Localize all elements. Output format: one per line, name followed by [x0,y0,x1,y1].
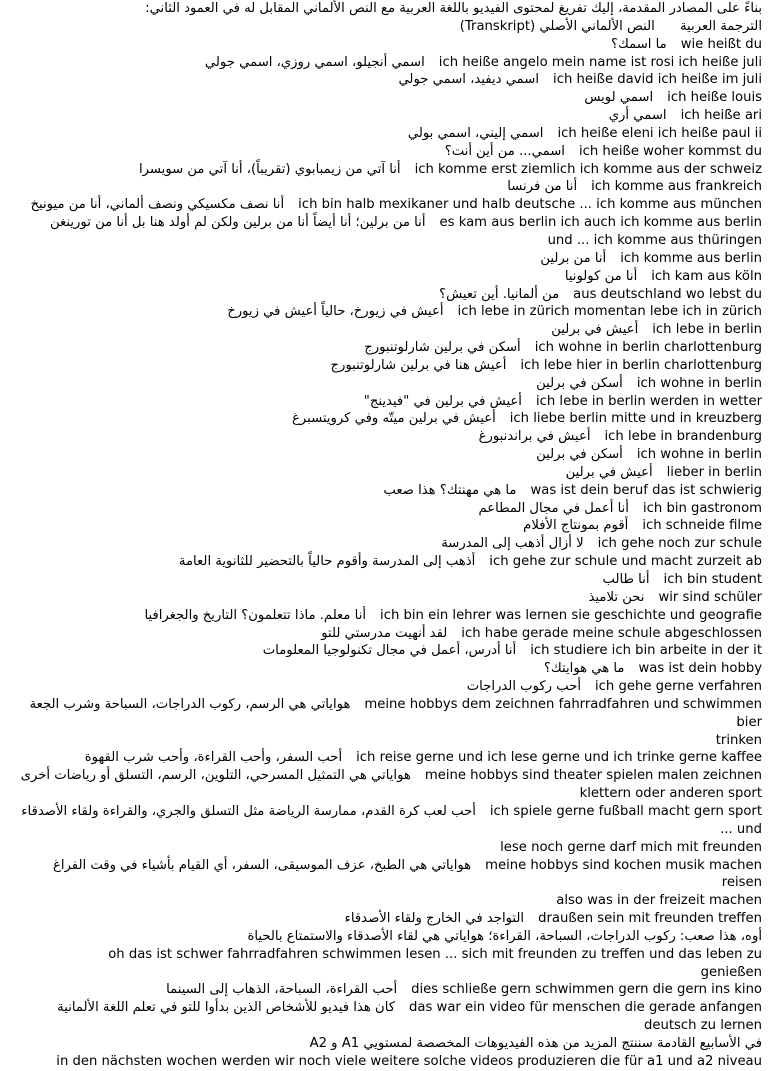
arabic-text: اسمي أري [608,108,667,124]
german-text: ich bin student [663,572,762,587]
transcript-line [10,517,762,535]
german-text: ich habe gerade meine schule abgeschlossen [461,625,762,641]
transcript-line [10,500,762,518]
transcript-line [10,89,762,107]
arabic-text: أحب ركوب الدراجات [466,679,582,695]
transcript-line [10,1035,762,1053]
transcript-line [10,660,762,678]
german-text: also was in der freizeit machen [556,893,762,909]
arabic-text: أعيش في برلين ميتّه وفي كرويتسبرغ [291,411,496,427]
transcript-line [10,928,762,946]
german-text: ich wohne in berlin [636,447,762,463]
german-text: deutsch zu lernen [644,1018,762,1034]
transcript-line [10,553,762,571]
transcript-line [10,357,762,375]
transcript-line [10,214,762,232]
german-text: dies schließe gern schwimmen gern die gern ins kino [411,982,762,998]
arabic-text: أعيش هنا في برلين شارلوتنبورج [330,357,507,373]
arabic-text: لقد أنهيت مدرستي للتو [321,625,448,641]
arabic-text: لا أزال أذهب إلى المدرسة [441,536,584,552]
transcript-line [10,732,762,750]
arabic-text: أحب لعب كرة القدم، ممارسة الرياضة مثل التسلق والجري، والقراءة ولقاء الأصدقاء [21,803,476,819]
german-text: ich lebe in brandenburg [604,429,762,445]
transcript-line [10,161,762,179]
transcript-line [10,196,762,214]
arabic-text: أنا أدرس، أعمل في مجال تكنولوجيا المعلومات [262,643,517,659]
arabic-text: أنا نصف مكسيكي ونصف ألماني، أنا من ميونيخ [30,197,285,213]
german-text: wie heißt du [680,36,762,52]
transcript-line [10,946,762,964]
german-text: in den nächsten wochen werden wir noch viele weitere solche videos produzieren die für a1 und a2 niveau [56,1053,762,1069]
transcript-document [10,0,767,1071]
arabic-text: أحب القراءة، السباحة، الذهاب إلى السينما [166,982,398,998]
arabic-text: هواياتي هي الطبخ، عزف الموسيقى، السفر، أي القيام بأشياء في وقت الفراغ [52,857,472,873]
transcript-line [10,910,762,928]
arabic-text: نحن تلاميذ [588,589,645,605]
german-text: ich heiße eleni ich heiße paul ii [557,125,762,141]
arabic-text: اسمي... من أين أنت؟ [444,143,565,159]
arabic-text: أسكن في برلين [536,375,623,391]
arabic-text: أنا معلم. ماذا تتعلمون؟ التاريخ والجغرافيا [144,607,367,623]
german-text: ich studiere ich bin arbeite in der it [530,643,762,659]
german-text: ich gehe gerne verfahren [595,679,762,695]
arabic-text: أنا من كولونيا [564,268,638,284]
transcript-line [10,857,767,893]
transcript-line [10,1017,762,1035]
german-text: ich lebe in berlin [652,322,762,338]
german-text: ich liebe berlin mitte und in kreuzberg [509,411,762,427]
arabic-text: ما اسمك؟ [610,36,667,52]
german-text: aus deutschland wo lebst du [573,286,762,302]
arabic-text: الترجمة العربية النص الألماني الأصلي (Transkript) [459,18,762,34]
arabic-text: هواياتي هي التمثيل المسرحي، التلوين، الرسم، التسلق أو رياضات أخرى [20,768,411,784]
arabic-text: أعيش في برلين [551,322,639,338]
transcript-line [10,964,762,982]
arabic-text: اسمي لويس [584,90,654,106]
transcript-line [10,678,762,696]
arabic-text: أنا من برلين؛ أنا أيضاً أنا من برلين ولكن لم أولد هنا بل أنا من تورينغن [49,215,426,231]
german-text: oh das ist schwer fahrradfahren schwimmen lesen ... sich mit freunden zu treffen und das leben zu [108,946,762,962]
transcript-line [10,981,762,999]
german-text: meine hobbys sind theater spielen malen zeichnen [424,768,762,784]
german-text: ich bin halb mexikaner und halb deutsche ... ich komme aus münchen [298,197,762,213]
arabic-text: كان هذا فيديو للأشخاص الذين بدأوا للتو في تعلم اللغة الألمانية [57,1000,396,1016]
german-text: ich komme aus berlin [620,250,762,266]
arabic-text: في الأسابيع القادمة سننتج المزيد من هذه الفيديوهات المخصصة لمستويي A1 و A2 [309,1035,762,1051]
transcript-line [10,571,762,589]
transcript-line [10,535,762,553]
arabic-text: أسكن في برلين [536,447,623,463]
transcript-line [10,410,762,428]
german-text: ich lebe in zürich momentan lebe ich in zürich [457,304,762,320]
transcript-line [10,143,762,161]
transcript-line [10,18,762,36]
transcript-line [10,892,762,910]
transcript-line [10,625,762,643]
arabic-text: أحب السفر، وأحب القراءة، وأحب شرب القهوة [84,750,343,766]
german-text: was ist dein beruf das ist schwierig [530,482,762,498]
arabic-text: أنا آتي من زيمبابوي (تقريباً)، أنا آتي من سويسرا [138,161,401,177]
german-text: ich heiße ari [680,108,762,124]
transcript-line [10,464,762,482]
arabic-text: أسكن في برلين شارلوتنبورج [364,340,521,356]
arabic-text: أعيش في برلين [565,464,653,480]
arabic-text: أنا طالب [602,572,650,587]
german-text: meine hobbys sind kochen musik machen reisen [485,857,767,891]
arabic-text: ما هي هوايتك؟ [543,661,625,677]
arabic-text: التواجد في الخارج ولقاء الأصدقاء [344,911,525,927]
german-text: ich lebe hier in berlin charlottenburg [520,357,762,373]
arabic-text: أعيش في براندنبورغ [478,429,591,445]
transcript-line [10,1053,762,1071]
transcript-line [10,250,762,268]
arabic-text: أعيش في زيورخ، حالياً أعيش في زيورخ [227,304,444,320]
arabic-text: أوه، هذا صعب: ركوب الدراجات، السباحة، القراءة؛ هواياتي هي لقاء الأصدقاء والاستمتاع بالحياة [247,928,762,944]
transcript-line [10,999,762,1017]
german-text: ich komme erst ziemlich ich komme aus der schweiz [414,161,762,177]
transcript-line [10,321,762,339]
transcript-line [10,749,762,767]
transcript-line [10,54,762,72]
arabic-text: هواياتي هي الرسم، ركوب الدراجات، السباحة وشرب الجعة [29,696,351,712]
transcript-line [10,446,762,464]
transcript-line [10,339,762,357]
transcript-line [10,393,762,411]
german-text: ich spiele gerne fußball macht gern sport ... und [489,803,767,837]
arabic-text: أقوم بمونتاج الأفلام [523,518,629,534]
transcript-line [10,428,762,446]
german-text: lieber in berlin [666,464,762,480]
arabic-text: بناءً على المصادر المقدمة، إليك تفريغ لمحتوى الفيديو باللغة العربية مع النص الألماني المقابل له في العمود الثاني: [145,1,762,16]
transcript-line [10,232,762,250]
german-text: trinken [715,732,762,748]
german-text: genießen [700,964,762,980]
arabic-text: أنا من برلين [540,250,607,266]
german-text: wir sind schüler [658,589,762,605]
german-text: ich wohne in berlin charlottenburg [534,340,762,356]
arabic-text: ما هي مهنتك؟ هذا صعب [383,482,517,498]
german-text: was ist dein hobby [638,661,762,677]
german-text: ich reise gerne und ich lese gerne und ich trinke gerne kaffee [356,750,762,766]
transcript-line [10,286,762,304]
transcript-line [10,767,762,785]
transcript-line [10,696,767,732]
arabic-text: أذهب إلى المدرسة وأقوم حالياً بالتحضير للثانوية العامة [178,554,476,570]
arabic-text: اسمي ديفيد، اسمي جولي [398,72,540,88]
arabic-text: أنا من فرنسا [507,179,578,195]
german-text: ich heiße david ich heiße im juli [553,72,762,88]
german-text: ich gehe noch zur schule [597,536,762,552]
german-text: und ... ich komme aus thüringen [547,232,762,248]
german-text: klettern oder anderen sport [579,786,762,802]
arabic-text: أنا أعمل في مجال المطاعم [478,500,629,516]
transcript-line [10,607,762,625]
german-text: draußen sein mit freunden treffen [538,911,762,927]
german-text: ich wohne in berlin [636,375,762,391]
transcript-line [10,268,762,286]
transcript-line [10,125,762,143]
german-text: es kam aus berlin ich auch ich komme aus berlin [439,215,762,231]
transcript-line [10,0,762,18]
german-text: ich bin ein lehrer was lernen sie geschichte und geografie [380,607,762,623]
transcript-line [10,482,762,500]
german-text: ich lebe in berlin werden in wetter [535,393,762,409]
arabic-text: اسمي أنجيلو، اسمي روزي، اسمي جولي [204,54,425,70]
german-text: das war ein video für menschen die gerade anfangen [409,1000,762,1016]
german-text: ich bin gastronom [642,500,762,516]
transcript-line [10,178,762,196]
transcript-line [10,107,762,125]
arabic-text: اسمي إليني، اسمي بولي [407,125,544,141]
transcript-line [10,36,762,54]
german-text: ich heiße woher kommst du [578,143,762,159]
arabic-text: أعيش في برلين في "فيدينج" [363,393,522,409]
german-text: ich heiße louis [667,90,762,106]
transcript-line [10,71,762,89]
german-text: ich schneide filme [642,518,762,534]
transcript-line [10,303,762,321]
german-text: lese noch gerne darf mich mit freunden [500,839,762,855]
transcript-line [10,785,762,803]
german-text: ich komme aus frankreich [591,179,762,195]
transcript-line [10,839,762,857]
transcript-line [10,803,767,839]
german-text: ich heiße angelo mein name ist rosi ich heiße juli [438,54,762,70]
german-text: ich gehe zur schule und macht zurzeit ab [489,554,762,570]
arabic-text: من ألمانيا. أين تعيش؟ [439,286,560,302]
transcript-line [10,589,762,607]
german-text: meine hobbys dem zeichnen fahrradfahren und schwimmen bier [364,696,767,730]
transcript-line [10,642,762,660]
transcript-line [10,375,762,393]
german-text: ich kam aus köln [651,268,762,284]
